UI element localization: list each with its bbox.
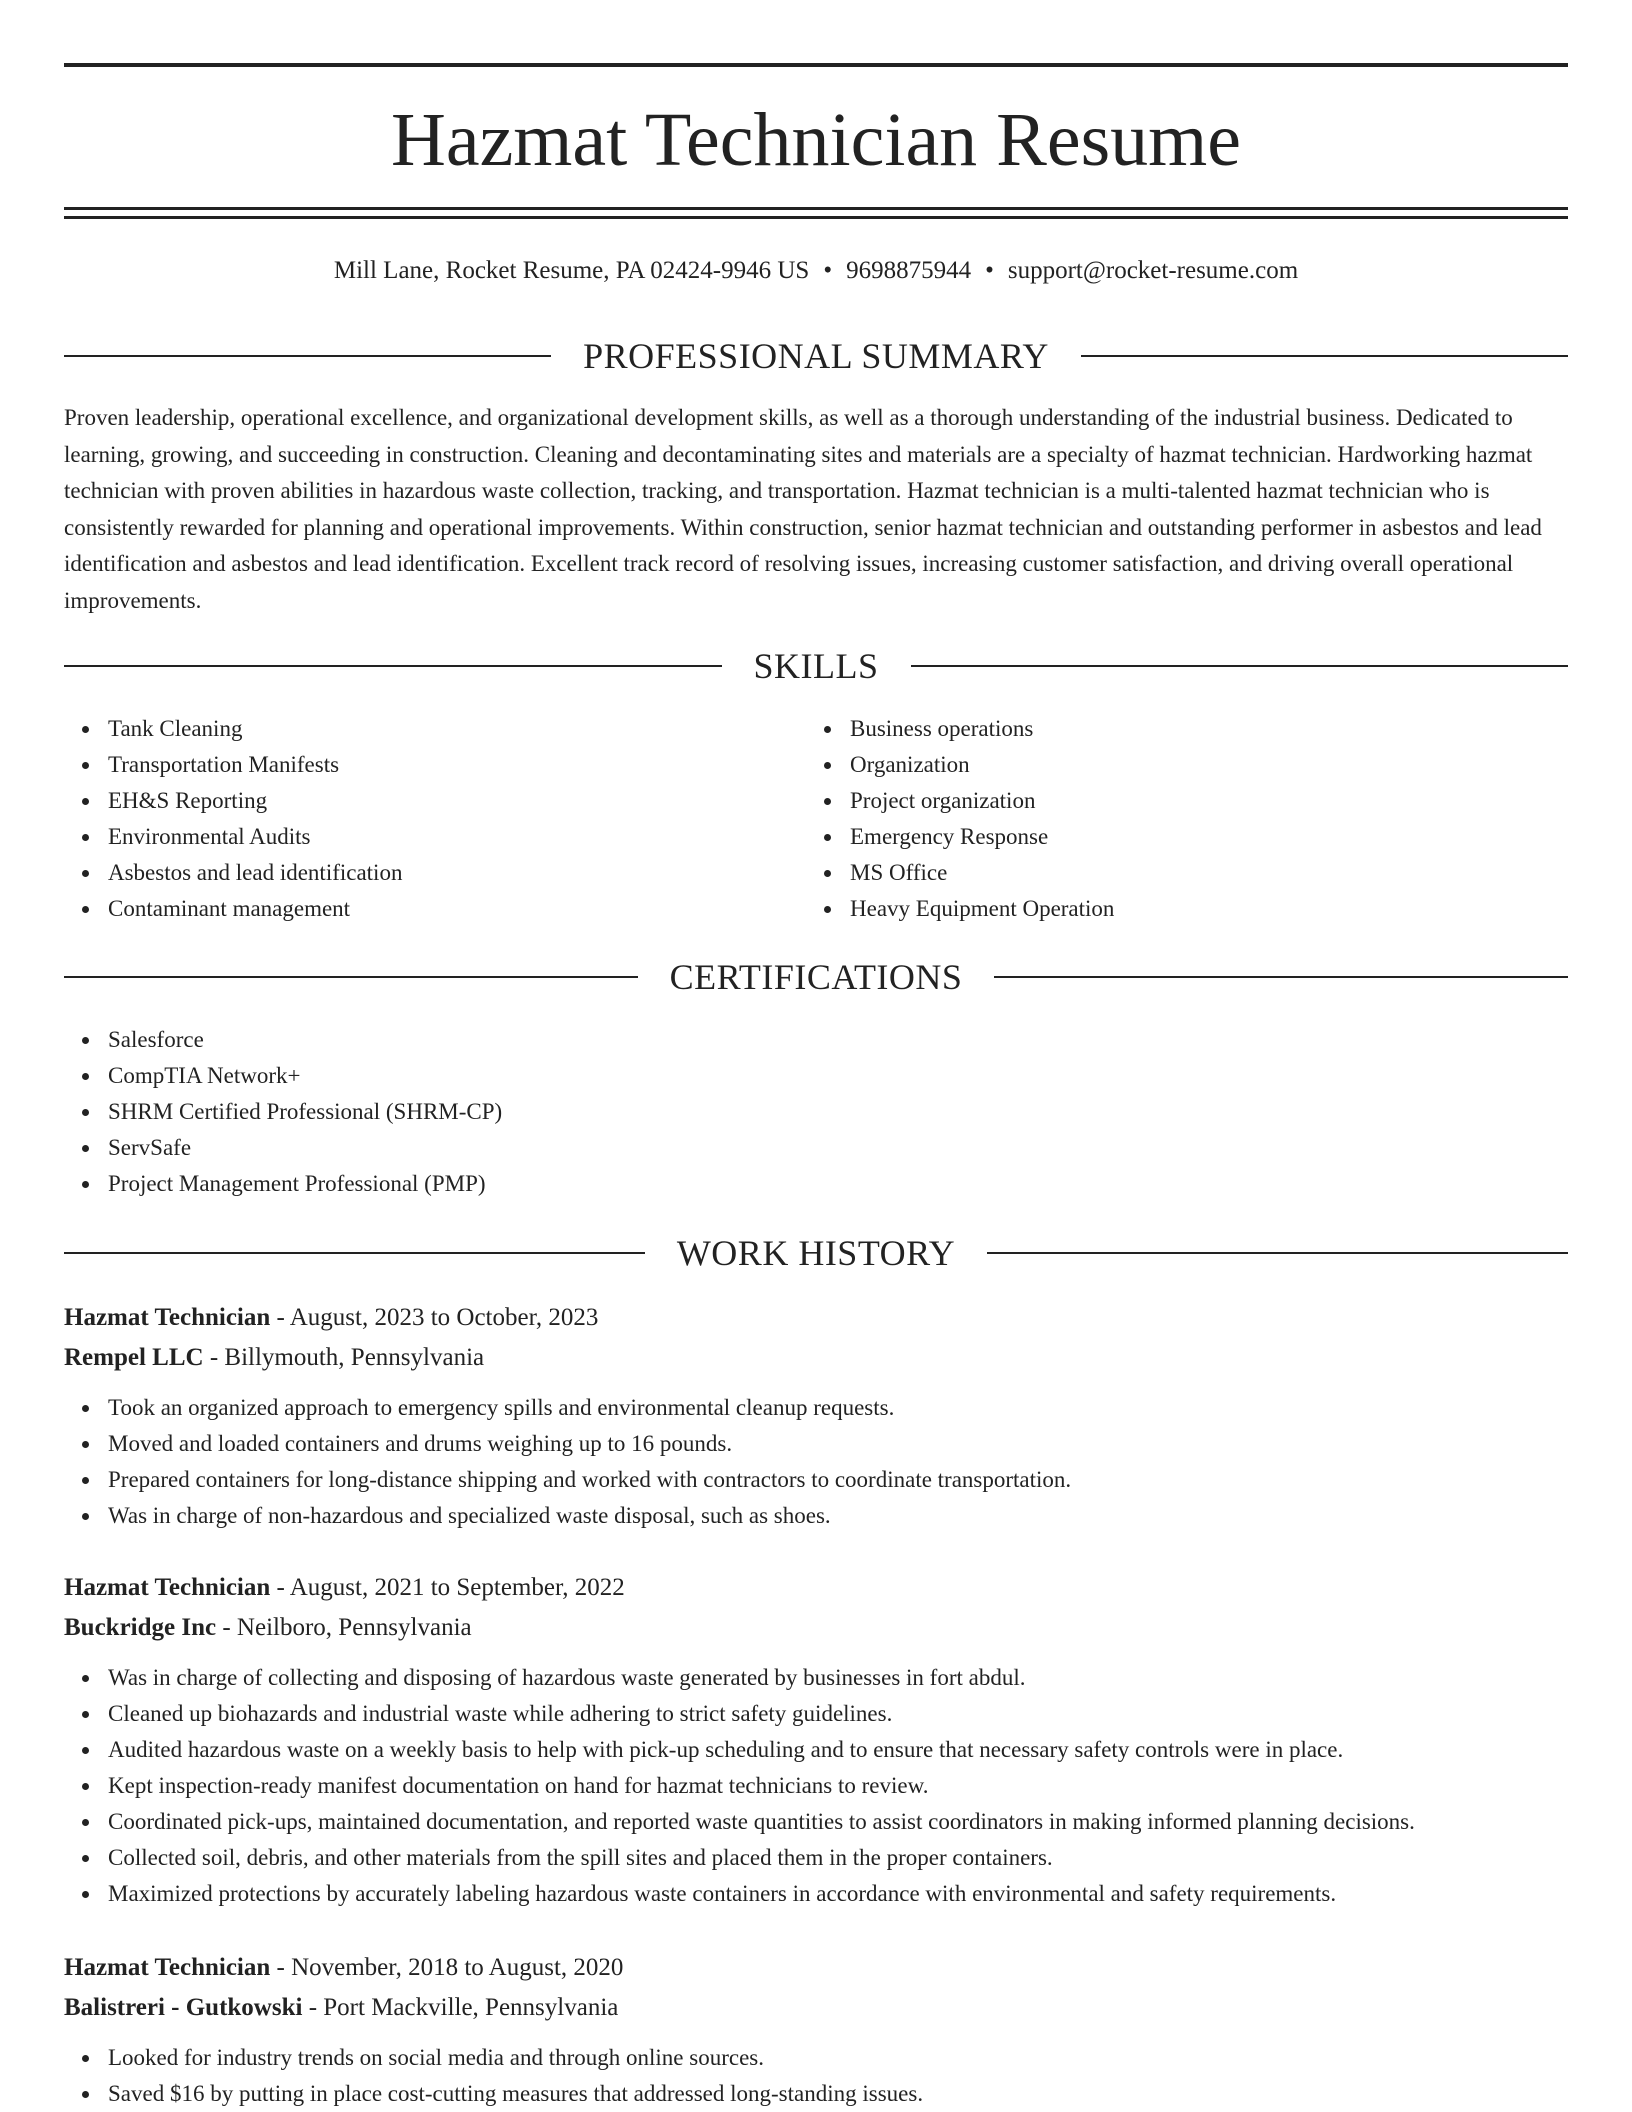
job-dates: - August, 2021 to September, 2022	[270, 1574, 625, 1601]
job-bullet: Coordinated pick-ups, maintained documentation, and reported waste quantities to assist coordinators in making informed planning decisions.	[108, 1804, 1568, 1840]
job-bullet: Moved and loaded containers and drums weighing up to 16 pounds.	[108, 1426, 1568, 1462]
heading-rule	[911, 665, 1569, 667]
skill-item: EH&S Reporting	[108, 783, 402, 819]
skill-item: Organization	[850, 747, 1114, 783]
section-heading-skills	[64, 644, 1568, 688]
job-bullet: Audited hazardous waste on a weekly basis to help with pick-up scheduling and to ensure that necessary safety controls were in place.	[108, 1732, 1568, 1768]
summary-paragraph: Proven leadership, operational excellence, and organizational development skills, as well as a thorough understanding of the industrial business. Dedicated to learning, growing, and succeeding in construction. Cleaning and decontaminating sites and materials are a specialty of hazmat technician. Hardworking hazmat technician with proven abilities in hazardous waste collection, tracking, and transportation. Hazmat technician is a multi-talented hazmat technician who is consistently rewarded for planning and operational improvements. Within construction, senior hazmat technician and outstanding performer in asbestos and lead identification and asbestos and lead identification. Excellent track record of resolving issues, increasing customer satisfaction, and driving overall operational improvements.	[64, 405, 1542, 613]
section-heading-certifications	[64, 955, 1568, 999]
skill-item: MS Office	[850, 855, 1114, 891]
job-company: Balistreri - Gutkowski	[64, 1994, 303, 2021]
section-title: PROFESSIONAL SUMMARY	[583, 336, 1049, 376]
contact-address: Mill Lane, Rocket Resume, PA 02424-9946 US	[333, 257, 810, 284]
job-company-line	[64, 1608, 1568, 1648]
skill-item: Environmental Audits	[108, 819, 402, 855]
job-entry	[64, 1298, 1568, 1534]
heading-rule	[64, 976, 638, 978]
skills-column-right	[806, 711, 1114, 927]
heading-rule	[64, 665, 722, 667]
skill-item: Asbestos and lead identification	[108, 855, 402, 891]
certification-item: Project Management Professional (PMP)	[108, 1166, 502, 1202]
heading-rule	[994, 976, 1568, 978]
section-title: CERTIFICATIONS	[669, 957, 963, 997]
job-title-line	[64, 1948, 1568, 1988]
heading-rule	[64, 1252, 645, 1254]
skill-item: Contaminant management	[108, 891, 402, 927]
contact-line	[64, 254, 1568, 288]
job-entry	[64, 1568, 1568, 1912]
job-dates: - November, 2018 to August, 2020	[270, 1954, 624, 1981]
certification-item: SHRM Certified Professional (SHRM-CP)	[108, 1094, 502, 1130]
job-bullet: Maximized protections by accurately labeling hazardous waste containers in accordance with environmental and safety requirements.	[108, 1876, 1568, 1912]
certification-item: CompTIA Network+	[108, 1058, 502, 1094]
job-title: Hazmat Technician	[64, 1304, 271, 1331]
heading-rule	[64, 355, 551, 357]
job-company-line	[64, 1988, 1568, 2028]
skill-item: Transportation Manifests	[108, 747, 402, 783]
job-bullet: Prepared containers for long-distance shipping and worked with contractors to coordinate transportation.	[108, 1462, 1568, 1498]
section-title: SKILLS	[753, 646, 879, 686]
job-location: - Neilboro, Pennsylvania	[216, 1614, 472, 1641]
job-title: Hazmat Technician	[64, 1574, 271, 1601]
job-bullet: Kept inspection-ready manifest documentation on hand for hazmat technicians to review.	[108, 1768, 1568, 1804]
title-double-rule	[64, 207, 1568, 219]
job-title-line	[64, 1568, 1568, 1608]
contact-separator: •	[985, 257, 994, 284]
job-location: - Port Mackville, Pennsylvania	[302, 1994, 619, 2021]
job-bullet: Saved $16 by putting in place cost-cutting measures that addressed long-standing issues.	[108, 2076, 1568, 2112]
top-rule	[64, 63, 1568, 67]
job-title: Hazmat Technician	[64, 1954, 271, 1981]
skill-item: Tank Cleaning	[108, 711, 402, 747]
skill-item: Heavy Equipment Operation	[850, 891, 1114, 927]
page-title: Hazmat Technician Resume	[390, 98, 1242, 182]
section-heading-work-history	[64, 1231, 1568, 1275]
job-company: Rempel LLC	[64, 1344, 204, 1371]
skills-column-left	[64, 711, 402, 927]
job-company: Buckridge Inc	[64, 1614, 217, 1641]
skill-item: Emergency Response	[850, 819, 1114, 855]
certifications-list	[64, 1022, 502, 1202]
job-company-line	[64, 1338, 1568, 1378]
contact-separator: •	[823, 257, 833, 284]
contact-phone: 9698875944	[846, 257, 972, 284]
job-bullet: Took an organized approach to emergency spills and environmental cleanup requests.	[108, 1390, 1568, 1426]
certification-item: ServSafe	[108, 1130, 502, 1166]
section-title: WORK HISTORY	[676, 1233, 956, 1273]
job-title-line	[64, 1298, 1568, 1338]
job-bullet: Collected soil, debris, and other materials from the spill sites and placed them in the proper containers.	[108, 1840, 1568, 1876]
job-bullet: Was in charge of non-hazardous and specialized waste disposal, such as shoes.	[108, 1498, 1568, 1534]
job-entry	[64, 1948, 1568, 2112]
heading-rule	[987, 1252, 1568, 1254]
job-bullet: Cleaned up biohazards and industrial waste while adhering to strict safety guidelines.	[108, 1696, 1568, 1732]
certification-item: Salesforce	[108, 1022, 502, 1058]
job-dates: - August, 2023 to October, 2023	[270, 1304, 599, 1331]
job-bullet: Looked for industry trends on social media and through online sources.	[108, 2040, 1568, 2076]
job-location: - Billymouth, Pennsylvania	[203, 1344, 485, 1371]
heading-rule	[1081, 355, 1568, 357]
section-heading-summary	[64, 334, 1568, 378]
contact-email: support@rocket-resume.com	[1007, 257, 1299, 284]
job-bullet: Was in charge of collecting and disposing of hazardous waste generated by businesses in fort abdul.	[108, 1660, 1568, 1696]
skill-item: Project organization	[850, 783, 1114, 819]
skill-item: Business operations	[850, 711, 1114, 747]
